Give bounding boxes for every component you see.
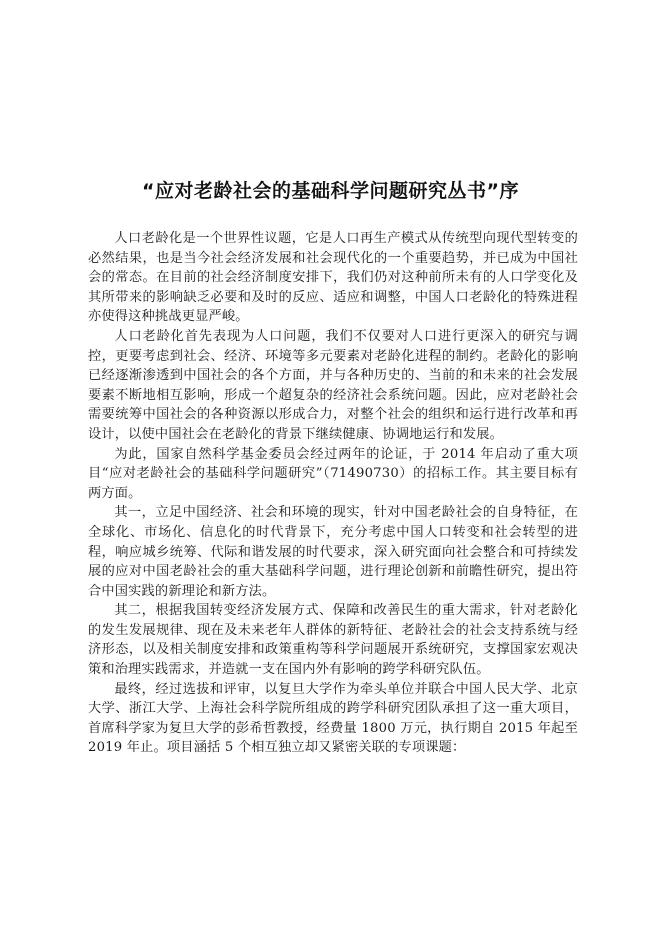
paragraph-1: 人口老龄化是一个世界性议题，它是人口再生产模式从传统型向现代型转变的必然结果，也是当今社会经济发展和社会现代化的一个重要趋势，并已成为中国社会的常态。在目前的社会经济制度安排下，我们仍对这种前所未有的人口学变化及其所带来的影响缺乏必要和及时的反应、适应和调整，中国人口老龄化的特殊进程亦使得这种挑战更显严峻。	[88, 231, 578, 325]
paragraph-4: 其一，立足中国经济、社会和环境的现实，针对中国老龄社会的自身特征，在全球化、市场化、信息化的时代背景下，充分考虑中国人口转变和社会转型的进程，响应城乡统筹、代际和谐发展的时代要求，深入研究面向社会整合和可持续发展的应对中国老龄社会的重大基础科学问题，进行理论创新和前瞻性研究，提出符合中国实践的新理论和新方法。	[88, 505, 578, 599]
paragraph-3: 为此，国家自然科学基金委员会经过两年的论证，于 2014 年启动了重大项目“应对老龄社会的基础科学问题研究”（71490730）的招标工作。其主要目标有两方面。	[88, 446, 578, 501]
paragraph-5: 其二，根据我国转变经济发展方式、保障和改善民生的重大需求，针对老龄化的发生发展规律、现在及未来老年人群体的新特征、老龄社会的社会支持系统与经济形态，以及相关制度安排和政策重构等科学问题展开系统研究，支撑国家宏观决策和治理实践需求，并造就一支在国内外有影响的跨学科研究队伍。	[88, 603, 578, 678]
page-title: “应对老龄社会的基础科学问题研究丛书”序	[142, 180, 519, 202]
paragraph-6: 最终，经过选拔和评审，以复旦大学作为牵头单位并联合中国人民大学、北京大学、浙江大学、上海社会科学院所组成的跨学科研究团队承担了这一重大项目，首席科学家为复旦大学的彭希哲教授，经费量 1800 万元，执行期自 2015 年起至 2019 年止。项目涵括 5 个相互独立却又紧密关联的专项课题：	[88, 681, 578, 756]
body-text	[88, 229, 578, 758]
paragraph-2: 人口老龄化首先表现为人口问题，我们不仅要对人口进行更深入的研究与调控，更要考虑到社会、经济、环境等多元要素对老龄化进程的制约。老龄化的影响已经逐渐渗透到中国社会的各个方面，并与各种历史的、当前的和未来的社会发展要素不断地相互影响，形成一个超复杂的经济社会系统问题。因此，应对老龄社会需要统筹中国社会的各种资源以形成合力，对整个社会的组织和运行进行改革和再设计，以使中国社会在老龄化的背景下继续健康、协调地运行和发展。	[88, 328, 578, 442]
